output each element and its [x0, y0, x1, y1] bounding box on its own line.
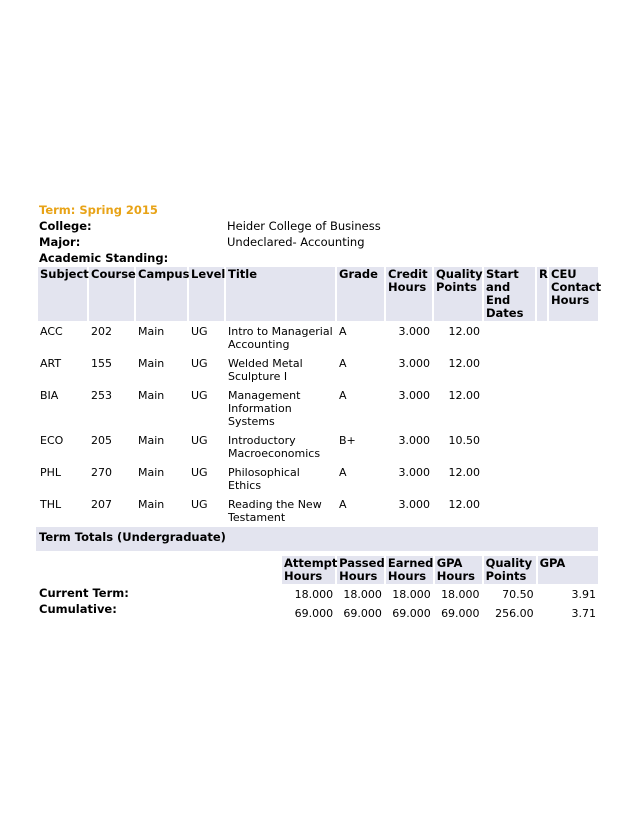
course-row: [38, 464, 598, 494]
col-header-course: Course: [89, 267, 134, 321]
course-cell: 253: [91, 389, 112, 402]
dates-cell: [484, 496, 535, 526]
quality-cell: 12.00: [448, 389, 480, 402]
campus-cell: Main: [138, 357, 165, 370]
term-heading: Term: Spring 2015: [39, 203, 158, 217]
subject-cell: ECO: [40, 434, 64, 447]
col-header-grade: Grade: [337, 267, 384, 321]
course-cell: 207: [91, 498, 112, 511]
course-header-row: [38, 267, 598, 321]
campus-cell: Main: [138, 389, 165, 402]
col-header-gpa-hours: GPA Hours: [435, 556, 482, 584]
course-cell: 155: [91, 357, 112, 370]
campus-cell: Main: [138, 325, 165, 338]
course-row: [38, 432, 598, 462]
cumulative-gpa-hours: 69.000: [441, 607, 480, 620]
r-cell: [537, 432, 547, 462]
quality-cell: 12.00: [448, 325, 480, 338]
subject-cell: THL: [40, 498, 62, 511]
col-header-credit-hours: Credit Hours: [386, 267, 432, 321]
course-cell: 205: [91, 434, 112, 447]
ceu-cell: [549, 464, 598, 494]
credit-cell: 3.000: [398, 325, 430, 338]
level-cell: UG: [191, 466, 208, 479]
cumulative-row: [282, 605, 598, 622]
grade-cell: A: [339, 466, 347, 479]
credit-cell: 3.000: [398, 434, 430, 447]
current-earned-hours: 18.000: [392, 588, 431, 601]
summary-header-row: [282, 556, 598, 584]
dates-cell: [484, 464, 535, 494]
title-cell: Introductory Macroeconomics: [228, 434, 321, 460]
cumulative-gpa: 3.71: [571, 607, 596, 620]
credit-cell: 3.000: [398, 389, 430, 402]
course-cell: 270: [91, 466, 112, 479]
col-header-ceu-contact-hours: CEU Contact Hours: [549, 267, 598, 321]
current-gpa-hours: 18.000: [441, 588, 480, 601]
r-cell: [537, 496, 547, 526]
subject-cell: ART: [40, 357, 62, 370]
course-table: [36, 265, 600, 528]
credit-cell: 3.000: [398, 498, 430, 511]
campus-cell: Main: [138, 498, 165, 511]
title-cell: Intro to Managerial Accounting: [228, 325, 333, 351]
grade-cell: A: [339, 389, 347, 402]
col-header-title: Title: [226, 267, 335, 321]
col-header-campus: Campus: [136, 267, 187, 321]
current-attempt-hours: 18.000: [294, 588, 334, 601]
col-header-attempt-hours: Attempt Hours: [284, 556, 338, 583]
term-totals-bar: [36, 527, 598, 551]
col-header-gpa: GPA: [538, 556, 598, 584]
quality-cell: 10.50: [448, 434, 480, 447]
title-cell: Reading the New Testament: [228, 498, 322, 524]
level-cell: UG: [191, 434, 208, 447]
campus-cell: Main: [138, 466, 165, 479]
grade-cell: A: [339, 498, 347, 511]
level-cell: UG: [191, 325, 208, 338]
cumulative-earned-hours: 69.000: [392, 607, 431, 620]
title-cell: Philosophical Ethics: [228, 466, 300, 492]
subject-cell: PHL: [40, 466, 62, 479]
quality-cell: 12.00: [448, 357, 480, 370]
col-header-start-end-dates: Start and End Dates: [484, 267, 535, 321]
current-term-row: [282, 586, 598, 603]
col-header-level: Level: [189, 267, 224, 321]
dates-cell: [484, 387, 535, 430]
course-row: [38, 355, 598, 385]
college-value: Heider College of Business: [227, 219, 381, 233]
course-row: [38, 387, 598, 430]
current-passed-hours: 18.000: [343, 588, 382, 601]
dates-cell: [484, 323, 535, 353]
title-cell: Management Information Systems: [228, 389, 301, 428]
summary-table: [280, 554, 600, 624]
dates-cell: [484, 355, 535, 385]
quality-cell: 12.00: [448, 498, 480, 511]
credit-cell: 3.000: [398, 466, 430, 479]
term-totals-title: Term Totals (Undergraduate): [39, 530, 226, 544]
grade-cell: B+: [339, 434, 356, 447]
subject-cell: BIA: [40, 389, 59, 402]
ceu-cell: [549, 323, 598, 353]
r-cell: [537, 323, 547, 353]
ceu-cell: [549, 355, 598, 385]
major-label: Major:: [39, 235, 81, 249]
ceu-cell: [549, 432, 598, 462]
major-value: Undeclared- Accounting: [227, 235, 365, 249]
cumulative-attempt-hours: 69.000: [294, 607, 334, 620]
grade-cell: A: [339, 325, 347, 338]
grade-cell: A: [339, 357, 347, 370]
cumulative-passed-hours: 69.000: [343, 607, 382, 620]
col-header-subject: Subject: [38, 267, 87, 321]
r-cell: [537, 355, 547, 385]
col-header-quality-points: Quality Points: [484, 556, 536, 584]
quality-cell: 12.00: [448, 466, 480, 479]
course-row: [38, 496, 598, 526]
r-cell: [537, 464, 547, 494]
level-cell: UG: [191, 498, 208, 511]
course-cell: 202: [91, 325, 112, 338]
cumulative-label: Cumulative:: [39, 602, 117, 616]
current-quality-points: 70.50: [502, 588, 534, 601]
academic-standing-label: Academic Standing:: [39, 251, 169, 265]
campus-cell: Main: [138, 434, 165, 447]
level-cell: UG: [191, 389, 208, 402]
ceu-cell: [549, 387, 598, 430]
ceu-cell: [549, 496, 598, 526]
title-cell: Welded Metal Sculpture I: [228, 357, 303, 383]
dates-cell: [484, 432, 535, 462]
col-header-earned-hours: Earned Hours: [387, 556, 434, 583]
current-term-label: Current Term:: [39, 586, 129, 600]
college-label: College:: [39, 219, 92, 233]
col-header-quality-points: Quality Points: [434, 267, 482, 321]
subject-cell: ACC: [40, 325, 63, 338]
col-header-r: R: [537, 267, 547, 321]
col-header-passed-hours: Passed Hours: [339, 556, 385, 583]
course-row: [38, 323, 598, 353]
cumulative-quality-points: 256.00: [495, 607, 534, 620]
level-cell: UG: [191, 357, 208, 370]
current-gpa: 3.91: [571, 588, 596, 601]
credit-cell: 3.000: [398, 357, 430, 370]
r-cell: [537, 387, 547, 430]
